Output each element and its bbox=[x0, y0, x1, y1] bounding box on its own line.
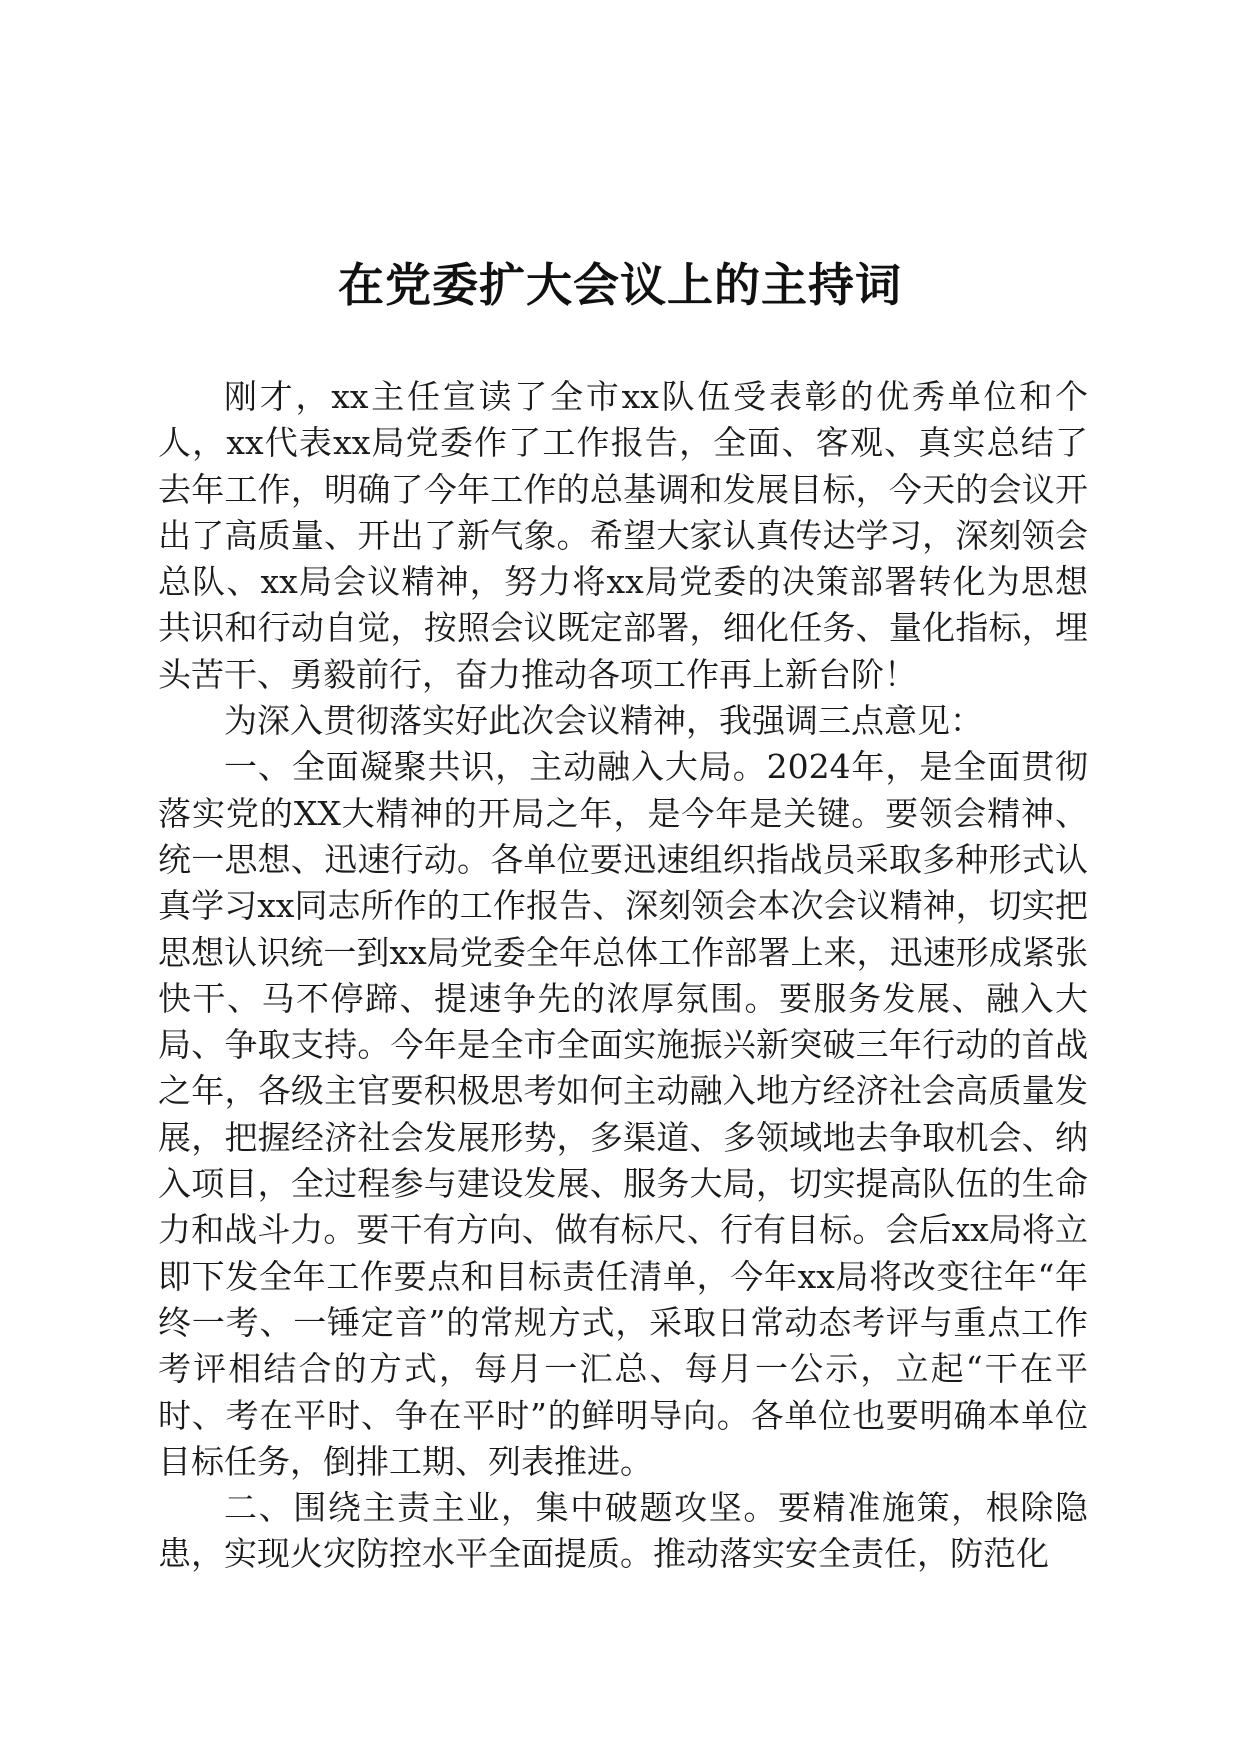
paragraph-intro: 为深入贯彻落实好此次会议精神，我强调三点意见： bbox=[224, 701, 983, 741]
document-title: 在党委扩大会议上的主持词 bbox=[338, 258, 902, 312]
paragraph-point-two: 二、围绕主责主业，集中破题攻坚。要精准施策，根除隐患，实现火灾防控水平全面提质。推动落实安全责任，防范化 bbox=[158, 1488, 1088, 1574]
paragraph-point-one: 一、全面凝聚共识，主动融入大局。2024年，是全面贯彻落实党的XX大精神的开局之年，是今年是关键。要领会精神、统一思想、迅速行动。各单位要迅速组织指战员采取多种形式认真学习xx同志所作的工作报告、深刻领会本次会议精神，切实把思想认识统一到xx局党委全年总体工作部署上来，迅速形成紧张快干、马不停蹄、提速争先的浓厚氛围。要服务发展、融入大局、争取支持。今年是全市全面实施振兴新突破三年行动的首战之年，各级主官要积极思考如何主动融入地方经济社会高质量发展，把握经济社会发展形势，多渠道、多领域地去争取机会、纳入项目，全过程参与建设发展、服务大局，切实提高队伍的生命力和战斗力。要干有方向、做有标尺、行有目标。会后xx局将立即下发全年工作要点和目标责任清单，今年xx局将改变往年“年终一考、一锤定音”的常规方式，采取日常动态考评与重点工作考评相结合的方式，每月一汇总、每月一公示，立起“干在平时、考在平时、争在平时”的鲜明导向。各单位也要明确本单位目标任务，倒排工期、列表推进。 bbox=[158, 747, 1088, 1481]
paragraph-opening: 刚才，xx主任宣读了全市xx队伍受表彰的优秀单位和个人，xx代表xx局党委作了工作报告，全面、客观、真实总结了去年工作，明确了今年工作的总基调和发展目标，今天的会议开出了高质量、开出了新气象。希望大家认真传达学习，深刻领会总队、xx局会议精神，努力将xx局党委的决策部署转化为思想共识和行动自觉，按照会议既定部署，细化任务、量化指标，埋头苦干、勇毅前行，奋力推动各项工作再上新台阶！ bbox=[158, 377, 1088, 694]
document-body bbox=[158, 374, 1088, 1578]
